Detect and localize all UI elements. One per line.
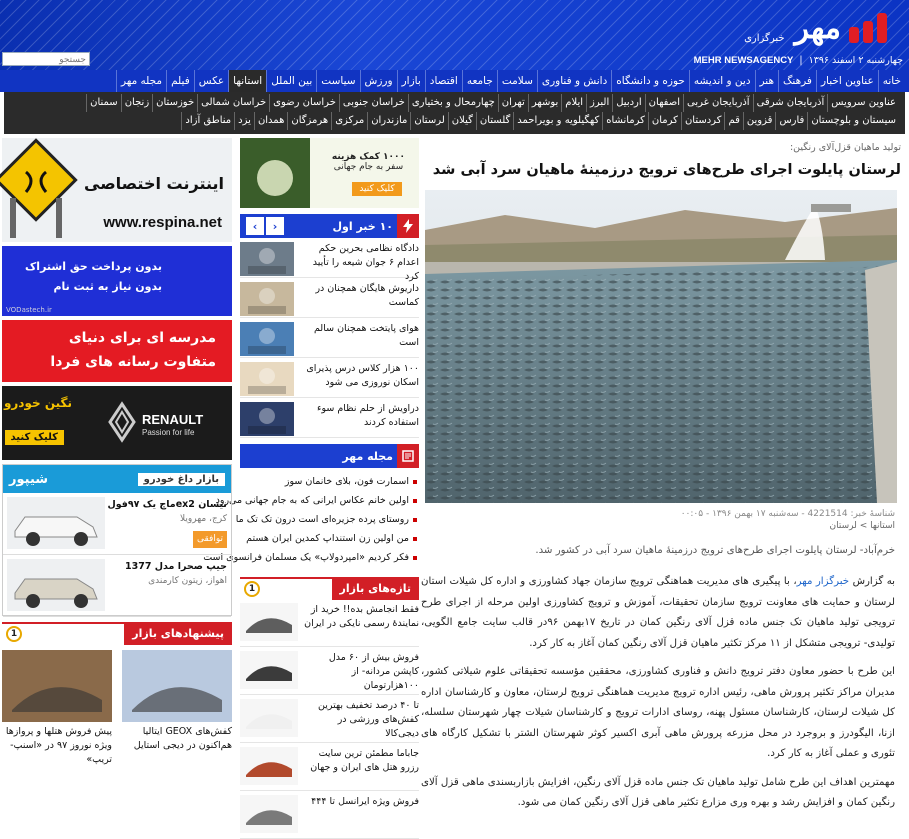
article-title: لرستان پایلوت اجرای طرح‌های ترویج درزمینهٔ ماهیان سرد آبی شد	[432, 162, 901, 178]
province-nav-item[interactable]: زنجان	[121, 94, 152, 112]
sheypoor-tag: بازار داغ خودرو	[138, 473, 225, 486]
sheypoor-logo[interactable]: شیپور	[9, 471, 49, 487]
top10-item[interactable]: هوای پایتخت همچنان سالم است	[240, 318, 419, 358]
province-nav-item[interactable]: آذربایجان غربی	[683, 94, 753, 112]
sheypoor-car-item[interactable]: نیسان ex2ماچ یک ۹۷فول کرج، مهرویلا توافقی	[3, 493, 231, 555]
majale-item[interactable]: من اولین زن استنداپ کمدین ایران هستم	[240, 529, 419, 548]
province-nav-item[interactable]: تهران	[498, 94, 528, 112]
magazine-icon	[397, 444, 419, 468]
pishnahad-header: پیشنهادهای بازار 1	[2, 622, 232, 644]
ad-media-school[interactable]: مدرسه ای برای دنیای متفاوت رسانه های فردا	[2, 320, 232, 382]
province-nav-item[interactable]: یزد	[234, 112, 254, 130]
province-nav-item[interactable]: خراسان جنوبی	[339, 94, 408, 112]
province-nav-item[interactable]: فارس	[775, 112, 807, 130]
pishnahad-card[interactable]: پیش فروش هتلها و پروازها ویژه نوروز ۹۷ در «اسنپ-تریپ»	[2, 650, 112, 767]
news-thumbnail	[240, 242, 294, 276]
majale-item[interactable]: اسمارت فون، بلای خانمان سوز	[240, 472, 419, 491]
province-nav-item[interactable]: کرمانشاه	[602, 112, 648, 130]
bazaar-item[interactable]: جاباما مطمئن ترین سایت رزرو هتل های ایران و جهان	[240, 743, 419, 791]
prev-icon[interactable]: ‹	[246, 217, 264, 235]
province-nav-item[interactable]: البرز	[586, 94, 612, 112]
province-nav-item[interactable]: کردستان	[681, 112, 725, 130]
nav-item[interactable]: فرهنگ	[778, 70, 816, 92]
product-thumbnail	[240, 651, 298, 689]
nav-item[interactable]: جامعه	[462, 70, 497, 92]
car-image	[7, 497, 105, 549]
brand-name: مهر	[794, 10, 841, 46]
province-nav-item[interactable]: قم	[724, 112, 742, 130]
sheypoor-car-item[interactable]: جیپ صحرا مدل 1377 اهواز، زیتون کارمندی	[3, 555, 231, 617]
left-column	[2, 138, 232, 767]
majale-header: مجله مهر	[240, 444, 419, 468]
nav-item[interactable]: سلامت	[497, 70, 537, 92]
nav-item[interactable]: حوزه و دانشگاه	[611, 70, 689, 92]
nav-item[interactable]: استانها	[228, 70, 266, 92]
majale-item[interactable]: روستای پرده جزیره‌ای است درون تک تک ما	[240, 510, 419, 529]
bazaar-item[interactable]: تا ۴۰ درصد تخفیف بهترین کفش‌های ورزشی در دیجی‌کالا	[240, 695, 419, 743]
pishnahad-badge: 1	[6, 626, 22, 642]
province-nav-item[interactable]: گلستان	[476, 112, 513, 130]
province-nav-item[interactable]: آذربایجان شرقی	[753, 94, 828, 112]
product-thumbnail	[240, 699, 298, 737]
agency-name[interactable]: MEHR NEWSAGENCY	[693, 54, 794, 66]
province-nav-item[interactable]: اصفهان	[645, 94, 683, 112]
province-nav-item[interactable]: مازندران	[367, 112, 410, 130]
top10-item[interactable]: دراویش از حلم نظام سوء استفاده کردند	[240, 398, 419, 438]
majale-item[interactable]: اولین خانم عکاس ایرانی که به جام جهانی می‌رود	[240, 491, 419, 510]
province-nav-item[interactable]: لرستان	[410, 112, 447, 130]
province-nav-item[interactable]: گیلان	[448, 112, 476, 130]
province-nav-item[interactable]: خراسان شمالی	[197, 94, 269, 112]
article-lead: خرم‌آباد- لرستان پایلوت اجرای طرح‌های ترویج درزمینهٔ ماهیان سرد آبی در کشور شد.	[535, 545, 895, 556]
breadcrumb[interactable]: استانها > لرستان	[829, 521, 895, 531]
majale-item[interactable]: فکر کردیم «امپردولاپ» یک مسلمان فرانسوی است	[240, 548, 419, 567]
province-nav-item[interactable]: ایلام	[561, 94, 586, 112]
pishnahad-grid	[2, 644, 232, 767]
nav-item[interactable]: هنر	[755, 70, 779, 92]
ad-vod[interactable]: بدون پرداخت حق اشتراک بدون نیاز به ثبت نام VODastech.ir	[2, 246, 232, 316]
top10-item[interactable]: دادگاه نظامی بحرین حکم اعدام ۶ جوان شیعه را تأیید کرد	[240, 238, 419, 278]
nav-item[interactable]: عکس	[194, 70, 228, 92]
current-date: چهارشنبه ۲ اسفند ۱۳۹۶	[808, 54, 903, 66]
nav-item[interactable]: فیلم	[166, 70, 194, 92]
article-paragraph-1: به گزارش خبرگزار مهر، با پیگیری های مدیریت هماهنگی ترویج سازمان جهاد کشاورزی و اداره کل شیلات استان لرستان و حمایت های معاونت ترویج سازمان تحقیقات، آموزش و ترویج کشاورزی اولین مرحله از اجرای طرح ترویجی تولید ماهیان تک جنس ماده قزل آلای رنگین کمان در تاریخ ۱۷بهمن ۹۶در قالب سایت جامع الگویی، تولیدی- ترویجی متشکل از ۱۱ مرکز تکثیر ماهیان قزل آلای رنگین کمان آغاز به کار کرد.	[421, 576, 896, 649]
pishnahad-card[interactable]: کفش‌های GEOX ایتالیا هم‌اکنون در دیجی استایل	[122, 650, 232, 767]
bazaar-badge: 1	[244, 581, 260, 597]
news-thumbnail	[240, 362, 294, 396]
brand-subtitle: خبرگزاری	[744, 33, 785, 44]
news-thumbnail	[240, 402, 294, 436]
article	[421, 142, 901, 822]
article-photo-fish-pond[interactable]	[425, 190, 897, 503]
bazaar-header: تازه‌های بازار 1	[240, 577, 419, 599]
ad-renault[interactable]: RENAULT Passion for life نگین خودرو کلیک کنید	[2, 386, 232, 460]
province-nav-item[interactable]: کرمان	[648, 112, 681, 130]
ad-respina[interactable]: اینترنت اختصاصی www.respina.net	[2, 138, 232, 242]
search-input[interactable]	[2, 52, 90, 66]
province-nav-item[interactable]: خراسان رضوی	[269, 94, 339, 112]
mehr-logo-mark	[847, 11, 887, 45]
site-header	[0, 0, 909, 70]
product-thumbnail	[240, 603, 298, 641]
car-image	[7, 559, 105, 611]
product-thumbnail	[240, 795, 298, 833]
article-meta: شناسهٔ خبر: 4221514 - سه‌شنبه ۱۷ بهمن ۱۳۹۶ - ۰۰:۰۵	[680, 509, 895, 519]
province-nav-item[interactable]: مناطق آزاد	[181, 112, 234, 130]
sheypoor-widget	[2, 464, 232, 616]
bazaar-item[interactable]: فروش ویژه ایرانسل تا ۴۴۴	[240, 791, 419, 839]
bazaar-list	[240, 599, 419, 839]
info-bar: چهارشنبه ۲ اسفند ۱۳۹۶ | MEHR NEWSAGENCY	[693, 54, 903, 66]
top10-item[interactable]: ۱۰۰ هزار کلاس درس پذیرای اسکان نوروزی می شود	[240, 358, 419, 398]
province-nav-item[interactable]: سمنان	[86, 94, 121, 112]
province-nav-item[interactable]: مرکزی	[331, 112, 367, 130]
province-nav-item[interactable]: همدان	[254, 112, 287, 130]
province-nav	[4, 92, 905, 134]
nav-item[interactable]: خانه	[878, 70, 905, 92]
bazaar-item[interactable]: فقط انجامش بده!! خرید از نمایندهٔ رسمی نایکی در ایران	[240, 599, 419, 647]
mehr-logo[interactable]	[744, 8, 887, 48]
province-nav-item[interactable]: بوشهر	[528, 94, 561, 112]
lightning-icon	[397, 214, 419, 238]
article-paragraph-2: این طرح با حضور معاون دفتر ترویج دانش و فناوری کشاورزی، محققین مؤسسه تحقیقاتی علوم شیلاتی کشور، مدیران مراکز تکثیر پرورش ماهی، رئیس اداره ترویج مدیریت هماهنگی ترویج لرستان، معاون و کارشناسان اداره کل شیلات لرستان، کارشناسان مسئول پهنه، روسای ادارات ترویج و کارشناسان شیلات چهار شهرستان سلسله، ازنا، الیگودرز و بروجرد در محل مزرعه پرورش ماهی آبری اکسیر کوثر شهرستان الشتر با تشکیل کارگاه های تئوری و عملی آغاز به کار کرد.	[421, 666, 895, 759]
offer-thumbnail	[2, 650, 112, 722]
nav-item[interactable]: مجله مهر	[116, 70, 166, 92]
province-nav-item[interactable]: سیستان و بلوچستان	[807, 112, 899, 130]
province-nav-item[interactable]: خوزستان	[152, 94, 197, 112]
article-paragraph-3: مهمترین اهداف این طرح شامل تولید ماهیان تک جنس ماده قزل آلای رنگین، افزایش بازاربسندی ماهی قزل آلای رنگین کمان و افزایش رشد و بهره وری مزارع تکثیر ماهی قزل آلای رنگین کمان می شود.	[421, 776, 895, 808]
primary-nav	[0, 70, 909, 92]
nav-item[interactable]: عناوین اخبار	[816, 70, 878, 92]
news-thumbnail	[240, 282, 294, 316]
province-nav-item[interactable]: چهارمحال و بختیاری	[408, 94, 498, 112]
top10-item[interactable]: داریوش هایگان همچنان در کماست	[240, 278, 419, 318]
next-icon[interactable]: ›	[266, 217, 284, 235]
nav-item[interactable]: دین و اندیشه	[689, 70, 755, 92]
price-badge: توافقی	[193, 531, 227, 548]
nav-item[interactable]: ورزش	[360, 70, 397, 92]
renault-cta[interactable]: کلیک کنید	[5, 430, 64, 445]
top10-list	[240, 238, 419, 438]
offer-thumbnail	[122, 650, 232, 722]
nav-item[interactable]: بازار	[397, 70, 425, 92]
bazaar-item[interactable]: فروش بیش از ۶۰ مدل کاپشن مردانه- از ۱۰۰هزارتومان	[240, 647, 419, 695]
nav-item[interactable]: اقتصاد	[425, 70, 462, 92]
province-nav-item[interactable]: کهگیلویه و بویراحمد	[513, 112, 602, 130]
article-kicker: تولید ماهیان قزل‌آلای رنگین:	[789, 142, 901, 153]
top10-header: ۱۰ خبر اول ‹ ›	[240, 214, 419, 238]
nav-item[interactable]: بین الملل	[266, 70, 316, 92]
ad-worldcup-banner[interactable]: ۱۰۰۰ کمک هزینه سفر به جام جهانی کلیک کنید	[240, 138, 419, 208]
province-nav-item[interactable]: هرمزگان	[287, 112, 331, 130]
product-thumbnail	[240, 747, 298, 785]
province-nav-item[interactable]: اردبیل	[612, 94, 644, 112]
province-nav-item[interactable]: قزوین	[743, 112, 776, 130]
nav-item[interactable]: سیاست	[316, 70, 359, 92]
nav-item[interactable]: دانش و فناوری	[537, 70, 611, 92]
source-link[interactable]: خبرگزار مهر	[796, 576, 850, 587]
province-nav-item[interactable]: عناوین سرویس	[827, 94, 899, 112]
ad-cta[interactable]: کلیک کنید	[359, 184, 395, 194]
news-thumbnail	[240, 322, 294, 356]
renault-logo-icon	[102, 402, 142, 442]
